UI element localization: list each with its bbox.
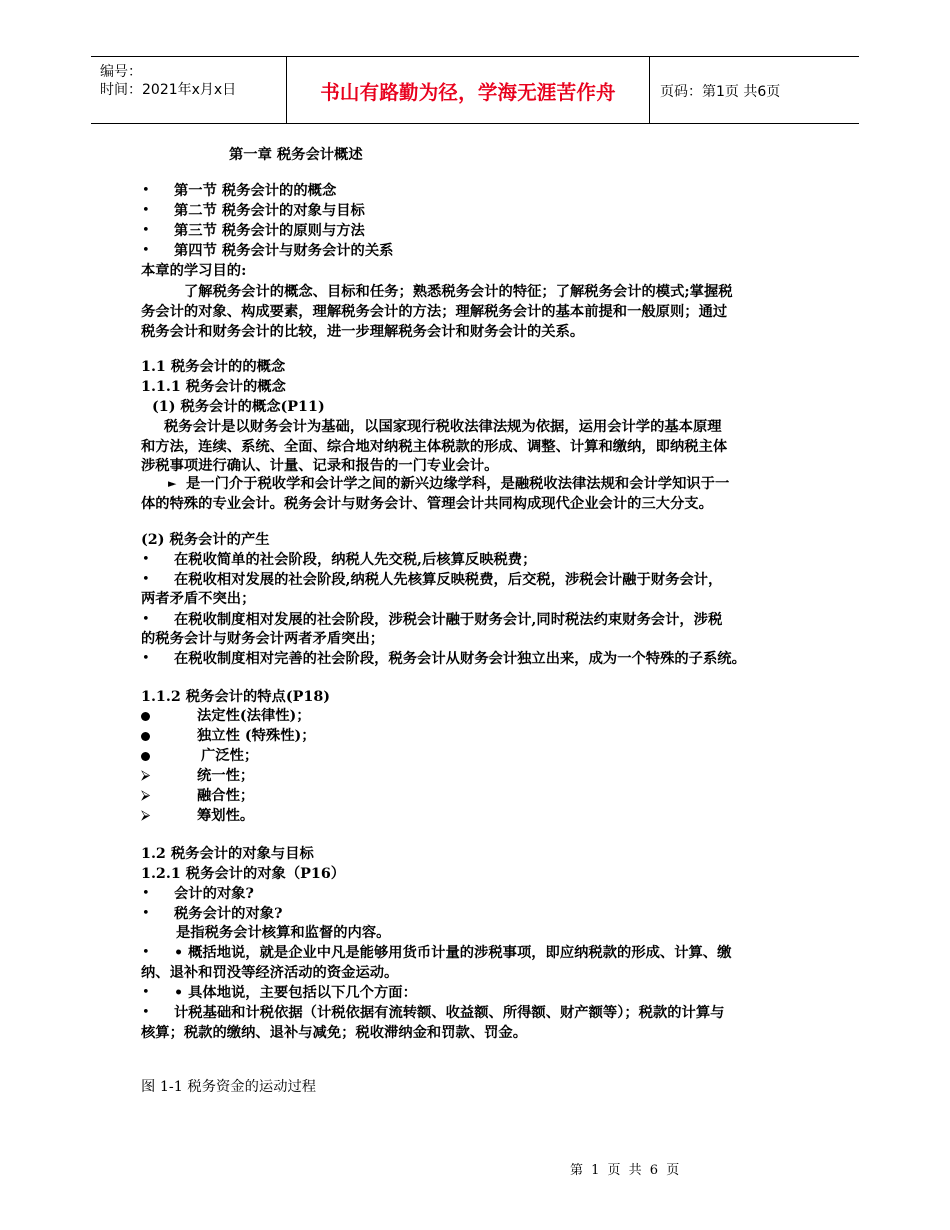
bullet-icon: • xyxy=(142,906,150,921)
filled-circle-bullet-icon xyxy=(141,712,150,721)
specific-line: • 具体地说，主要包括以下几个方面： xyxy=(174,985,417,1001)
toc-item[interactable]: 第一节 税务会计的的概念 xyxy=(174,183,337,199)
bullet-icon: • xyxy=(142,886,150,901)
stage-line: 两者矛盾不突出； xyxy=(141,591,256,607)
stage-line: 的税务会计与财务会计两者矛盾突出； xyxy=(141,631,385,647)
figure-caption: 图 1-1 税务资金的运动过程 xyxy=(141,1079,317,1095)
general-line: • 概括地说，就是企业中凡是能够用货币计量的涉税事项，即应纳税款的形成、计算、缴 xyxy=(174,945,732,961)
definition-line: 涉税事项进行确认、计量、记录和报告的一门专业会计。 xyxy=(141,458,499,474)
header-page-cell xyxy=(650,57,859,123)
description-line: 是一门介于税收学和会计学之间的新兴边缘学科，是融税收法律法规和会计学知识于一 xyxy=(186,476,730,492)
feature-item: 筹划性。 xyxy=(197,808,255,824)
general-line: 纳、退补和罚没等经济活动的资金运动。 xyxy=(141,965,399,981)
toc-item[interactable]: 第四节 税务会计与财务会计的关系 xyxy=(174,243,394,259)
feature-item: 统一性； xyxy=(197,768,255,784)
items-line: 核算；税款的缴纳、退补与减免；税收滞纳金和罚款、罚金。 xyxy=(141,1025,528,1041)
answer-line: 是指税务会计核算和监督的内容。 xyxy=(176,925,391,941)
item-heading: (2) 税务会计的产生 xyxy=(141,532,270,548)
header-page-info: 页码：第1页 共6页 xyxy=(660,84,781,100)
feature-item: 广泛性； xyxy=(201,748,259,764)
subsection-heading: 1.1.1 税务会计的概念 xyxy=(141,379,286,395)
bullet-icon: • xyxy=(142,572,150,587)
purpose-line: 了解税务会计的概念、目标和任务；熟悉税务会计的特征；了解税务会计的模式;掌握税 xyxy=(184,284,733,300)
filled-circle-bullet-icon xyxy=(141,752,150,761)
chevron-bullet-icon: ⮚ xyxy=(141,808,151,823)
bullet-icon: • xyxy=(142,1005,150,1020)
document-date: 时间：2021年x月x日 xyxy=(100,82,237,98)
page-header xyxy=(91,56,859,124)
subsection-heading: 1.2.1 税务会计的对象（P16） xyxy=(141,866,346,882)
bullet-icon: • xyxy=(142,651,150,666)
purpose-line: 务会计的对象、构成要素，理解税务会计的方法；理解税务会计的基本前提和一般原则；通过 xyxy=(141,304,728,320)
section-heading: 1.2 税务会计的对象与目标 xyxy=(141,846,314,862)
page-footer: 第 1 页 共 6 页 xyxy=(570,1163,680,1178)
question-item: 税务会计的对象? xyxy=(174,906,283,922)
subsection-heading: 1.1.2 税务会计的特点(P18) xyxy=(141,689,331,705)
header-motto-cell xyxy=(287,57,650,123)
arrow-bullet-icon: ► xyxy=(168,477,177,490)
purpose-line: 税务会计和财务会计的比较，进一步理解税务会计和财务会计的关系。 xyxy=(141,324,585,340)
stage-line: 在税收制度相对发展的社会阶段，涉税会计融于财务会计,同时税法约束财务会计，涉税 xyxy=(174,612,723,628)
definition-line: 和方法，连续、系统、全面、综合地对纳税主体税款的形成、调整、计算和缴纳，即纳税主体 xyxy=(141,439,728,455)
section-heading: 1.1 税务会计的的概念 xyxy=(141,359,286,375)
description-line: 体的特殊的专业会计。税务会计与财务会计、管理会计共同构成现代企业会计的三大分支。 xyxy=(141,496,713,512)
filled-circle-bullet-icon xyxy=(141,732,150,741)
bullet-icon: • xyxy=(142,203,150,218)
bullet-icon: • xyxy=(142,183,150,198)
toc-item[interactable]: 第二节 税务会计的对象与目标 xyxy=(174,203,365,219)
bullet-icon: • xyxy=(142,552,150,567)
bullet-icon: • xyxy=(142,223,150,238)
toc-item[interactable]: 第三节 税务会计的原则与方法 xyxy=(174,223,365,239)
stage-line: 在税收制度相对完善的社会阶段，税务会计从财务会计独立出来，成为一个特殊的子系统。 xyxy=(174,651,746,667)
header-meta-cell xyxy=(91,57,287,123)
feature-item: 融合性； xyxy=(197,788,255,804)
item-heading: (1) 税务会计的概念(P11) xyxy=(152,399,325,415)
stage-line: 在税收相对发展的社会阶段,纳税人先核算反映税费，后交税，涉税会计融于财务会计， xyxy=(174,572,723,588)
stage-line: 在税收简单的社会阶段，纳税人先交税,后核算反映税费； xyxy=(174,552,537,568)
definition-line: 税务会计是以财务会计为基础，以国家现行税收法律法规为依据，运用会计学的基本原理 xyxy=(164,419,722,435)
chevron-bullet-icon: ⮚ xyxy=(141,788,151,803)
feature-item: 独立性 (特殊性)； xyxy=(197,728,316,744)
purpose-heading: 本章的学习目的: xyxy=(141,263,247,279)
items-line: 计税基础和计税依据（计税依据有流转额、收益额、所得额、财产额等）；税款的计算与 xyxy=(174,1005,725,1021)
bullet-icon: • xyxy=(142,985,150,1000)
bullet-icon: • xyxy=(142,243,150,258)
chapter-title: 第一章 税务会计概述 xyxy=(229,147,363,163)
bullet-icon: • xyxy=(142,945,150,960)
chevron-bullet-icon: ⮚ xyxy=(141,768,151,783)
document-number-label: 编号： xyxy=(100,64,142,80)
bullet-icon: • xyxy=(142,612,150,627)
header-motto: 书山有路勤为径，学海无涯苦作舟 xyxy=(320,81,616,104)
question-item: 会计的对象? xyxy=(174,886,254,902)
feature-item: 法定性(法律性)； xyxy=(197,708,311,724)
